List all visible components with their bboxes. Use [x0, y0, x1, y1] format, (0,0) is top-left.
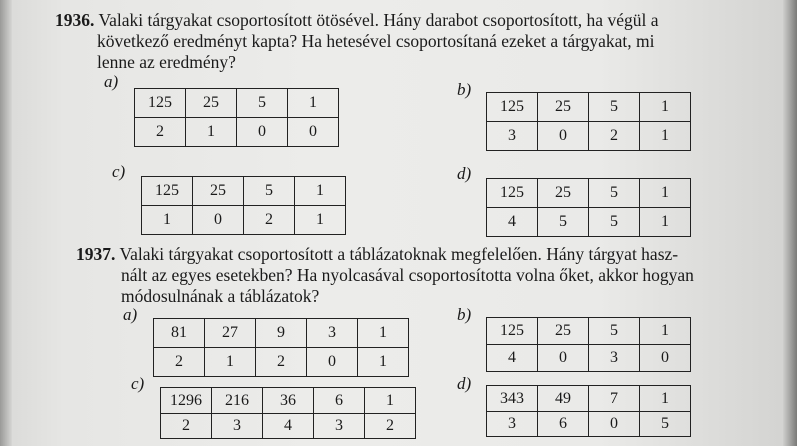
- table-value-row: [135, 118, 339, 147]
- table-cell: 1: [142, 206, 193, 235]
- table-label-b: b): [457, 80, 472, 99]
- table-header-row: [487, 386, 691, 412]
- table-cell: 4: [487, 345, 538, 372]
- table-cell: 0: [640, 345, 691, 372]
- table-cell: 2: [589, 122, 640, 151]
- table-cell: 1: [295, 206, 346, 235]
- table-cell: 36: [263, 388, 314, 414]
- table-header-row: [487, 179, 691, 208]
- table-cell: 125: [142, 177, 193, 206]
- table-label-c: c): [131, 374, 145, 393]
- table-cell: 1: [640, 179, 691, 208]
- problem-1936-line-2: következő eredményt kapta? Ha hetesével csoportosítaná ezeket a tárgyakat, mi: [97, 31, 655, 51]
- table-cell: 6: [314, 388, 365, 414]
- table-cell: 9: [256, 319, 307, 348]
- table-cell: 0: [538, 122, 589, 151]
- table-cell: 25: [193, 177, 244, 206]
- problem-1937-line-1: [76, 244, 678, 265]
- table-cell: 3: [487, 412, 538, 437]
- table-1937-d: [486, 385, 691, 437]
- table-cell: 5: [589, 93, 640, 122]
- table-cell: 25: [538, 318, 589, 345]
- table-cell: 2: [365, 414, 416, 439]
- table-cell: 1: [640, 93, 691, 122]
- table-header-row: [161, 388, 416, 414]
- table-cell: 2: [154, 348, 205, 377]
- table-cell: 1: [640, 318, 691, 345]
- table-cell: 125: [487, 179, 538, 208]
- table-label-b: b): [457, 305, 472, 324]
- problem-number: 1937.: [76, 244, 116, 264]
- problem-text: Valaki tárgyakat csoportosított ötösével. Hány darabot csoportosított, ha végül a: [98, 10, 659, 30]
- table-cell: 0: [307, 348, 358, 377]
- table-cell: 5: [589, 318, 640, 345]
- table-cell: 125: [487, 318, 538, 345]
- table-cell: 1: [640, 122, 691, 151]
- table-cell: 49: [538, 386, 589, 412]
- problem-1936-line-1: [55, 10, 658, 31]
- table-cell: 1: [205, 348, 256, 377]
- table-cell: 2: [256, 348, 307, 377]
- table-1936-d: [486, 178, 691, 237]
- table-value-row: [154, 348, 409, 377]
- table-cell: 5: [589, 179, 640, 208]
- table-cell: 25: [538, 93, 589, 122]
- table-cell: 2: [161, 414, 212, 439]
- table-cell: 3: [589, 345, 640, 372]
- table-cell: 0: [237, 118, 288, 147]
- table-label-c: c): [112, 162, 126, 181]
- table-cell: 2: [244, 206, 295, 235]
- table-cell: 1: [358, 319, 409, 348]
- table-cell: 1: [358, 348, 409, 377]
- table-1936-a: [134, 88, 339, 147]
- table-value-row: [487, 412, 691, 437]
- page-right-shadow: [783, 0, 797, 446]
- table-header-row: [135, 89, 339, 118]
- table-cell: 0: [589, 412, 640, 437]
- problem-1936-line-3: lenne az eredmény?: [97, 52, 236, 72]
- table-value-row: [487, 345, 691, 372]
- table-cell: 1: [186, 118, 237, 147]
- table-cell: 3: [314, 414, 365, 439]
- table-cell: 7: [589, 386, 640, 412]
- table-cell: 5: [237, 89, 288, 118]
- problem-1937-line-3: módosulnának a táblázatok?: [121, 286, 320, 306]
- table-value-row: [142, 206, 346, 235]
- table-cell: 3: [212, 414, 263, 439]
- table-cell: 125: [487, 93, 538, 122]
- table-cell: 1: [288, 89, 339, 118]
- table-cell: 3: [307, 319, 358, 348]
- table-header-row: [154, 319, 409, 348]
- table-cell: 5: [244, 177, 295, 206]
- table-header-row: [487, 318, 691, 345]
- table-cell: 5: [538, 208, 589, 237]
- table-label-d: d): [457, 374, 472, 393]
- table-cell: 4: [263, 414, 314, 439]
- table-label-a: a): [104, 72, 119, 91]
- table-cell: 3: [487, 122, 538, 151]
- table-cell: 25: [538, 179, 589, 208]
- problem-number: 1936.: [55, 10, 95, 30]
- table-label-d: d): [457, 164, 472, 183]
- table-header-row: [142, 177, 346, 206]
- table-cell: 0: [193, 206, 244, 235]
- table-1937-c: [160, 387, 416, 439]
- table-cell: 6: [538, 412, 589, 437]
- table-cell: 81: [154, 319, 205, 348]
- table-cell: 4: [487, 208, 538, 237]
- table-cell: 1: [640, 208, 691, 237]
- table-cell: 216: [212, 388, 263, 414]
- table-1936-c: [141, 176, 346, 235]
- problem-1937-line-2: nált az egyes esetekben? Ha nyolcasával csoportosította volna őket, akkor hogyan: [121, 265, 694, 285]
- table-cell: 1: [365, 388, 416, 414]
- problem-text: Valaki tárgyakat csoportosított a táblázatoknak megfelelően. Hány tárgyat hasz-: [119, 244, 679, 264]
- table-value-row: [487, 208, 691, 237]
- table-1936-b: [486, 92, 691, 151]
- table-1937-a: [153, 318, 409, 377]
- table-cell: 25: [186, 89, 237, 118]
- table-cell: 0: [288, 118, 339, 147]
- table-cell: 5: [640, 412, 691, 437]
- table-header-row: [487, 93, 691, 122]
- page-left-shadow: [0, 0, 12, 446]
- table-cell: 5: [589, 208, 640, 237]
- table-cell: 343: [487, 386, 538, 412]
- table-cell: 0: [538, 345, 589, 372]
- table-value-row: [161, 414, 416, 439]
- table-cell: 1296: [161, 388, 212, 414]
- table-cell: 1: [640, 386, 691, 412]
- table-1937-b: [486, 317, 691, 372]
- table-cell: 27: [205, 319, 256, 348]
- table-cell: 2: [135, 118, 186, 147]
- table-value-row: [487, 122, 691, 151]
- table-label-a: a): [123, 305, 138, 324]
- table-cell: 125: [135, 89, 186, 118]
- table-cell: 1: [295, 177, 346, 206]
